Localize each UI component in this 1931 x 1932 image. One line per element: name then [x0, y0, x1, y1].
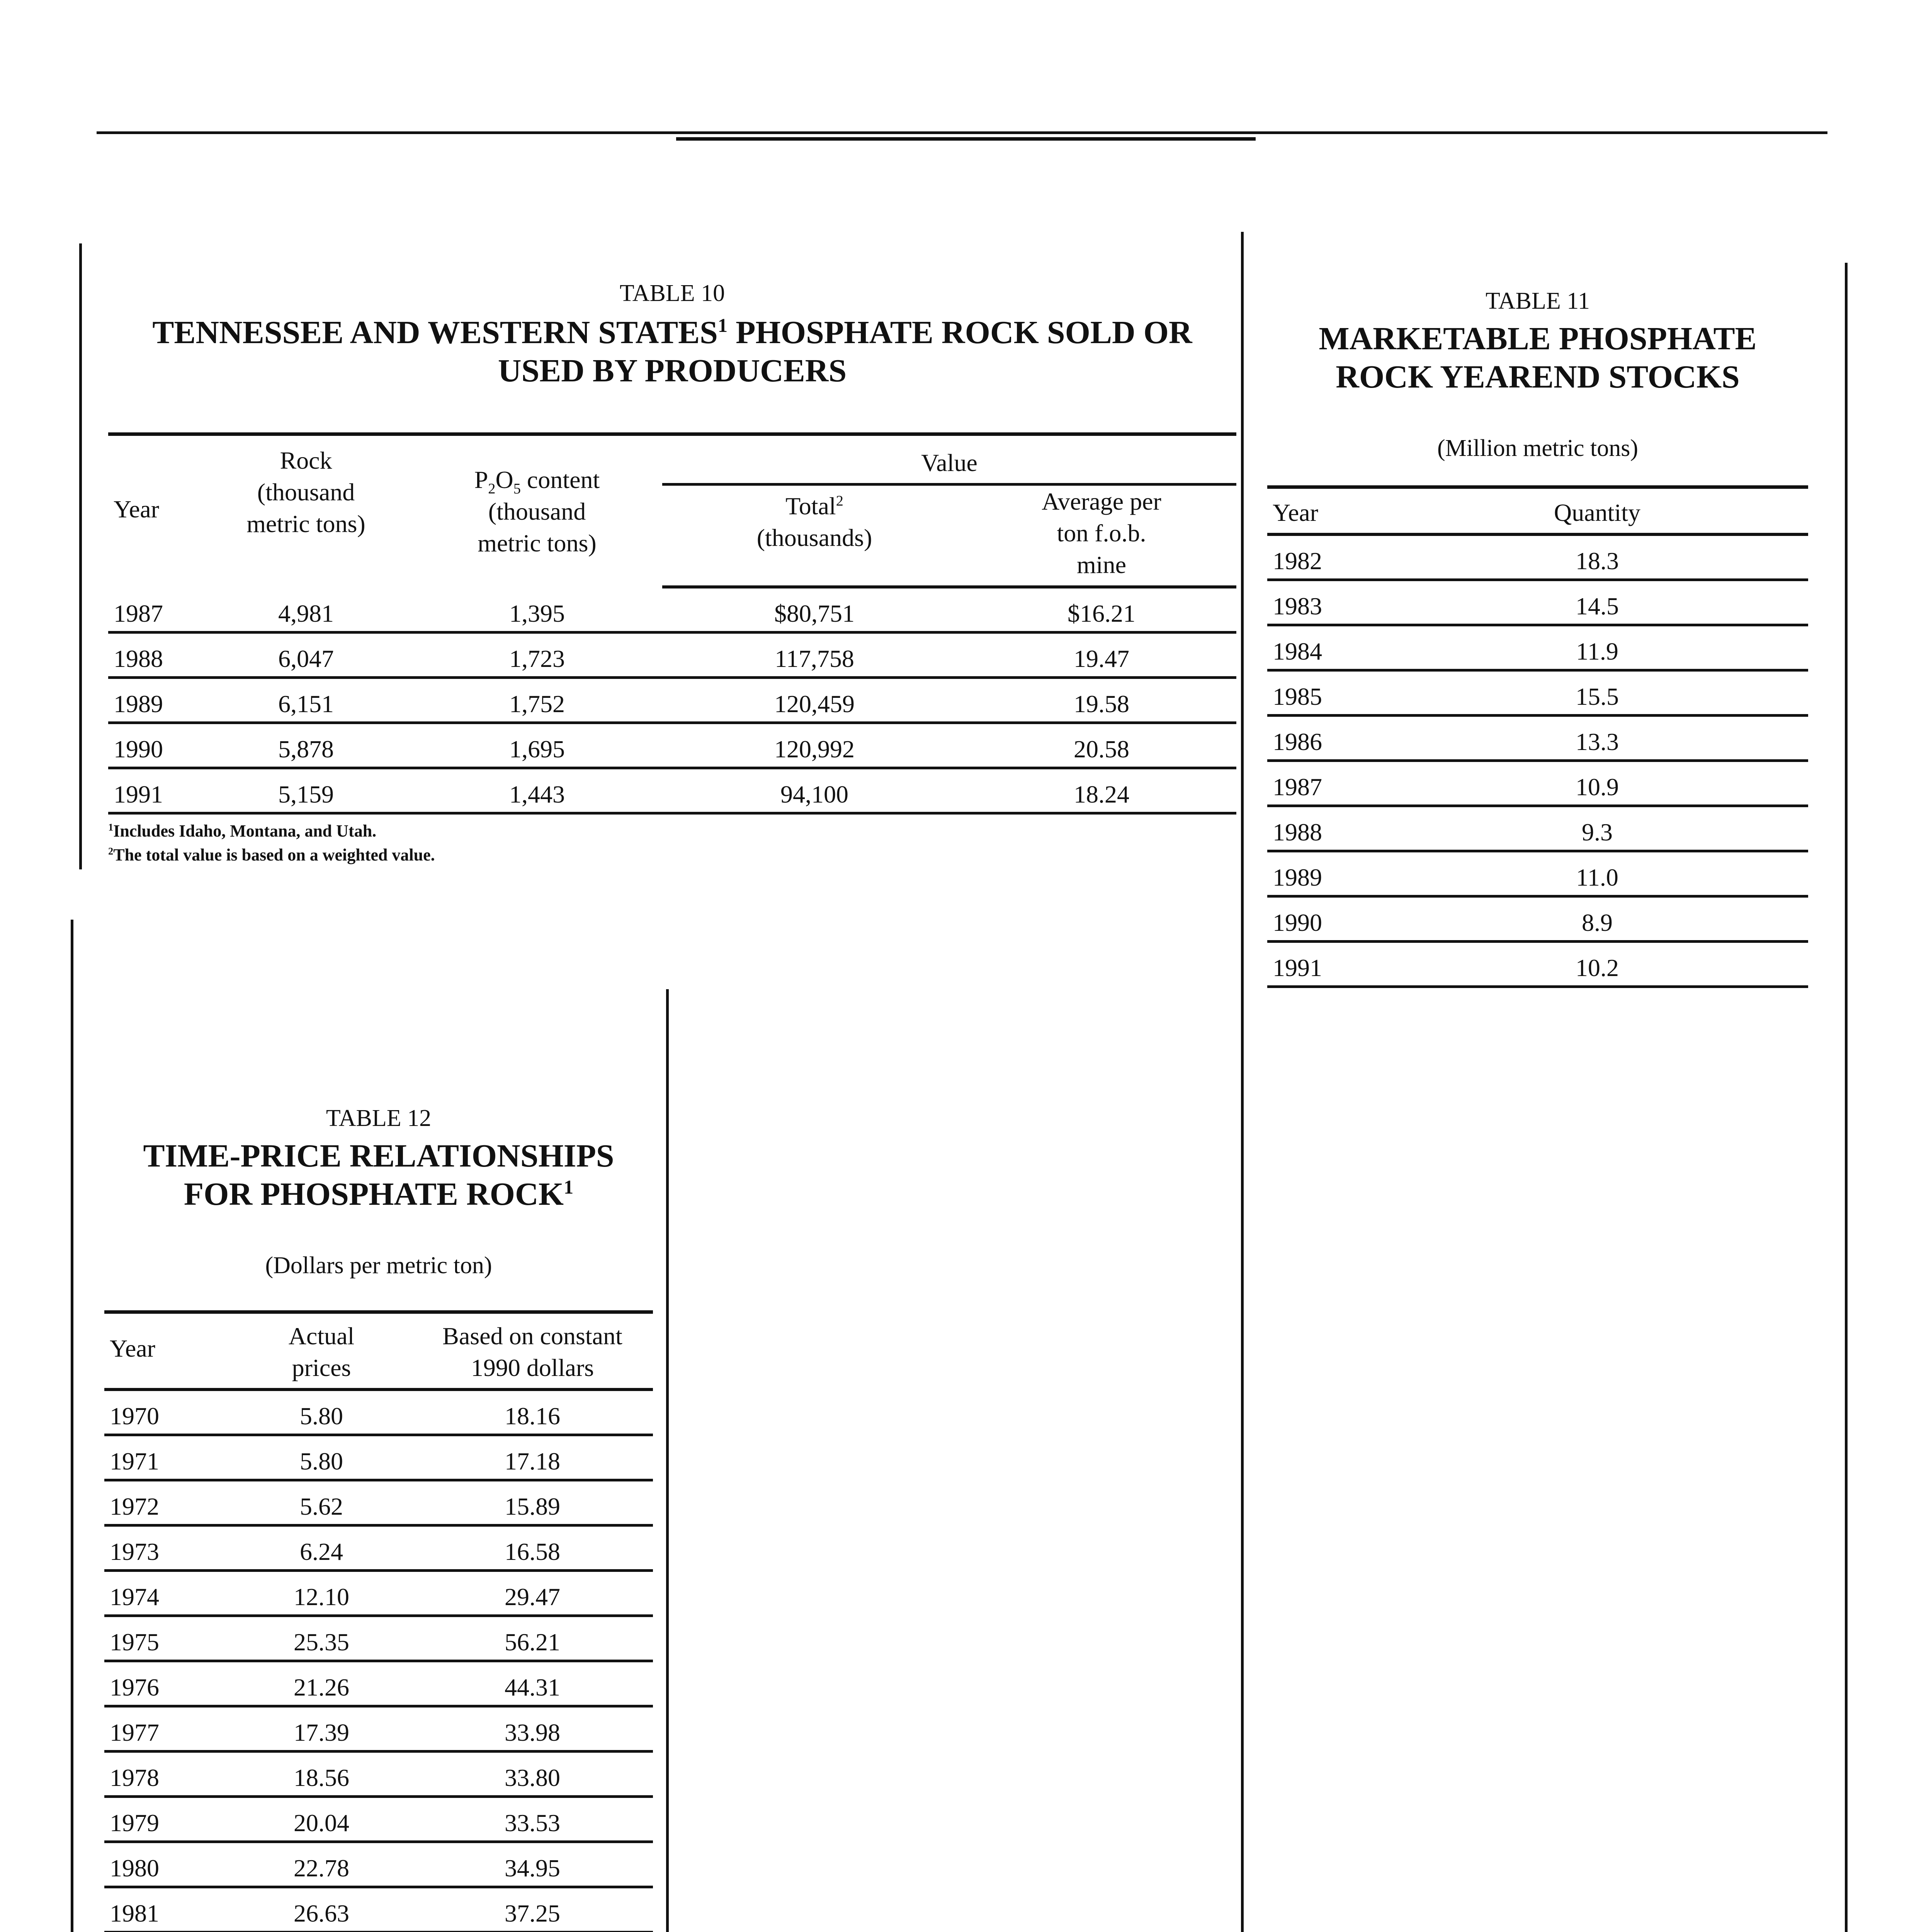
table11-cell-year: 1985	[1267, 670, 1386, 716]
table11-cell-year: 1983	[1267, 580, 1386, 625]
table12-row	[104, 1706, 653, 1752]
table11-title: MARKETABLE PHOSPHATE ROCK YEAREND STOCKS	[1319, 321, 1757, 395]
table12-cell-year: 1979	[104, 1797, 231, 1842]
table11-unit: (Million metric tons)	[1437, 435, 1639, 462]
table10-header-value: Value	[662, 434, 1236, 485]
table10-title: TENNESSEE AND WESTERN STATES$^1$ PHOSPHATE ROCK SOLD OR USED BY PRODUCERS	[152, 315, 1192, 389]
table11-cell-year: 1988	[1267, 806, 1386, 851]
table12-cell-year: 1981	[104, 1887, 231, 1932]
table10-cell-rock: 6,151	[200, 678, 412, 723]
table11-row	[1267, 851, 1808, 896]
table11-cell-year: 1982	[1267, 534, 1386, 580]
table12-cell-year: 1972	[104, 1480, 231, 1526]
table12-cell-constant: 33.53	[412, 1797, 653, 1842]
table12-cell-actual: 25.35	[231, 1616, 412, 1661]
table11-row	[1267, 896, 1808, 942]
table11-cell-quantity: 13.3	[1386, 716, 1808, 761]
top-rule	[97, 131, 1827, 134]
table10-cell-p2o5: 1,723	[412, 633, 662, 678]
table11-cell-quantity: 18.3	[1386, 534, 1808, 580]
table11-cell-year: 1990	[1267, 896, 1386, 942]
table11-row	[1267, 534, 1808, 580]
table11-cell-year: 1991	[1267, 942, 1386, 987]
table12-row	[104, 1616, 653, 1661]
table11-cell-quantity: 11.0	[1386, 851, 1808, 896]
table12-cell-constant: 37.25	[412, 1887, 653, 1932]
table12-header-constant: Based on constant 1990 dollars	[412, 1312, 653, 1390]
table12-row	[104, 1389, 653, 1435]
table10-header-avg: Average per ton f.o.b. mine	[967, 485, 1236, 587]
table12-title: TIME-PRICE RELATIONSHIPS FOR PHOSPHATE ROCK$^1$	[143, 1138, 614, 1213]
table10-cell-total: 94,100	[662, 768, 967, 813]
table12-cell-constant: 16.58	[412, 1526, 653, 1571]
table12-cell-year: 1975	[104, 1616, 231, 1661]
table11-row	[1267, 942, 1808, 987]
table10-cell-avg: 18.24	[967, 768, 1236, 813]
table12-cell-year: 1976	[104, 1661, 231, 1706]
column-rule-left	[79, 243, 82, 869]
table11-row	[1267, 806, 1808, 851]
table10-header-p2o5: $P_2O_5$ content (thousand metric tons)	[474, 466, 600, 557]
table10-row	[108, 633, 1236, 678]
table10-cell-total: 120,459	[662, 678, 967, 723]
table12-cell-year: 1974	[104, 1571, 231, 1616]
table12-cell-actual: 17.39	[231, 1706, 412, 1752]
table12-unit: (Dollars per metric ton)	[265, 1252, 492, 1279]
table10-cell-avg: 20.58	[967, 723, 1236, 768]
table11-cell-year: 1986	[1267, 716, 1386, 761]
table10-cell-year: 1991	[108, 768, 200, 813]
table12-cell-actual: 18.56	[231, 1752, 412, 1797]
table10-row	[108, 678, 1236, 723]
table10-row	[108, 587, 1236, 633]
table12-cell-actual: 5.80	[231, 1435, 412, 1480]
table11-cell-quantity: 9.3	[1386, 806, 1808, 851]
table10-header-year: Year	[114, 495, 159, 523]
table10-cell-total: $80,751	[662, 587, 967, 633]
table12-cell-constant: 29.47	[412, 1571, 653, 1616]
table12-cell-constant: 56.21	[412, 1616, 653, 1661]
table11-cell-quantity: 11.9	[1386, 625, 1808, 670]
table10-header-rock: Rock (thousand metric tons)	[246, 447, 365, 538]
table10-header-total: Total$^2$ (thousands)	[662, 485, 967, 587]
table10-cell-rock: 6,047	[200, 633, 412, 678]
table12-cell-constant: 33.98	[412, 1706, 653, 1752]
table10-cell-p2o5: 1,443	[412, 768, 662, 813]
table12-cell-constant: 33.80	[412, 1752, 653, 1797]
table10-cell-year: 1990	[108, 723, 200, 768]
table10-cell-year: 1989	[108, 678, 200, 723]
table12-row	[104, 1887, 653, 1932]
table12-cell-actual: 5.80	[231, 1389, 412, 1435]
table12-cell-actual: 22.78	[231, 1842, 412, 1887]
table11-cell-quantity: 10.2	[1386, 942, 1808, 987]
table11-cell-quantity: 14.5	[1386, 580, 1808, 625]
table10-cell-rock: 5,159	[200, 768, 412, 813]
table11-header-quantity: Quantity	[1386, 487, 1808, 535]
table10-label: TABLE 10	[619, 280, 725, 306]
table11-row	[1267, 716, 1808, 761]
table10	[108, 432, 1236, 815]
table12-cell-year: 1971	[104, 1435, 231, 1480]
table12-row	[104, 1435, 653, 1480]
table10-cell-rock: 4,981	[200, 587, 412, 633]
table10-cell-year: 1988	[108, 633, 200, 678]
table11-cell-year: 1984	[1267, 625, 1386, 670]
table10-row	[108, 723, 1236, 768]
table12-cell-actual: 5.62	[231, 1480, 412, 1526]
table12-cell-constant: 17.18	[412, 1435, 653, 1480]
table10-header-row-1	[108, 434, 1236, 485]
table12-cell-constant: 44.31	[412, 1661, 653, 1706]
column-rule-left-lower	[71, 920, 73, 1932]
table12-cell-year: 1970	[104, 1389, 231, 1435]
table12-row	[104, 1480, 653, 1526]
table12-row	[104, 1842, 653, 1887]
table10-cell-total: 120,992	[662, 723, 967, 768]
table11-header-year: Year	[1267, 487, 1386, 535]
table12-cell-actual: 26.63	[231, 1887, 412, 1932]
table12-row	[104, 1752, 653, 1797]
table12-row	[104, 1571, 653, 1616]
table10-row	[108, 768, 1236, 813]
table11-label: TABLE 11	[1486, 288, 1590, 314]
table10-cell-p2o5: 1,752	[412, 678, 662, 723]
table11-section	[1267, 288, 1808, 988]
column-rule-table12	[666, 989, 669, 1932]
table12-cell-year: 1980	[104, 1842, 231, 1887]
table12-cell-actual: 6.24	[231, 1526, 412, 1571]
table12-header-actual: Actual prices	[231, 1312, 412, 1390]
table10-cell-avg: 19.47	[967, 633, 1236, 678]
table10-cell-rock: 5,878	[200, 723, 412, 768]
table11-row	[1267, 625, 1808, 670]
table12-header-row	[104, 1312, 653, 1390]
table12-row	[104, 1661, 653, 1706]
table11-row	[1267, 761, 1808, 806]
table10-footnotes	[108, 819, 1236, 867]
table12-cell-year: 1978	[104, 1752, 231, 1797]
table11-cell-year: 1989	[1267, 851, 1386, 896]
table12	[104, 1310, 653, 1932]
table10-cell-avg: 19.58	[967, 678, 1236, 723]
column-rule-right	[1845, 263, 1848, 1932]
table12-cell-constant: 15.89	[412, 1480, 653, 1526]
table11	[1267, 485, 1808, 988]
table12-cell-actual: 12.10	[231, 1571, 412, 1616]
table12-label: TABLE 12	[326, 1105, 432, 1131]
table12-cell-constant: 18.16	[412, 1389, 653, 1435]
table10-footnote-1: $^1$Includes Idaho, Montana, and Utah.	[108, 821, 377, 841]
table11-cell-year: 1987	[1267, 761, 1386, 806]
table10-cell-year: 1987	[108, 587, 200, 633]
table12-cell-actual: 20.04	[231, 1797, 412, 1842]
table10-footnote-2: $^2$The total value is based on a weighted value.	[108, 845, 435, 864]
table11-row	[1267, 580, 1808, 625]
top-rule-thick	[676, 137, 1256, 141]
table10-section	[108, 280, 1236, 867]
table11-row	[1267, 670, 1808, 716]
column-rule-middle	[1241, 232, 1244, 1932]
table12-header-year: Year	[104, 1312, 231, 1390]
table12-cell-constant: 34.95	[412, 1842, 653, 1887]
table11-header-row	[1267, 487, 1808, 535]
table12-row	[104, 1797, 653, 1842]
table11-cell-quantity: 15.5	[1386, 670, 1808, 716]
table12-cell-year: 1977	[104, 1706, 231, 1752]
table10-cell-p2o5: 1,695	[412, 723, 662, 768]
table10-cell-avg: $16.21	[967, 587, 1236, 633]
table11-cell-quantity: 8.9	[1386, 896, 1808, 942]
table10-cell-total: 117,758	[662, 633, 967, 678]
table12-section	[104, 1105, 653, 1932]
table12-row	[104, 1526, 653, 1571]
table11-cell-quantity: 10.9	[1386, 761, 1808, 806]
table12-cell-actual: 21.26	[231, 1661, 412, 1706]
table12-cell-year: 1973	[104, 1526, 231, 1571]
table10-cell-p2o5: 1,395	[412, 587, 662, 633]
